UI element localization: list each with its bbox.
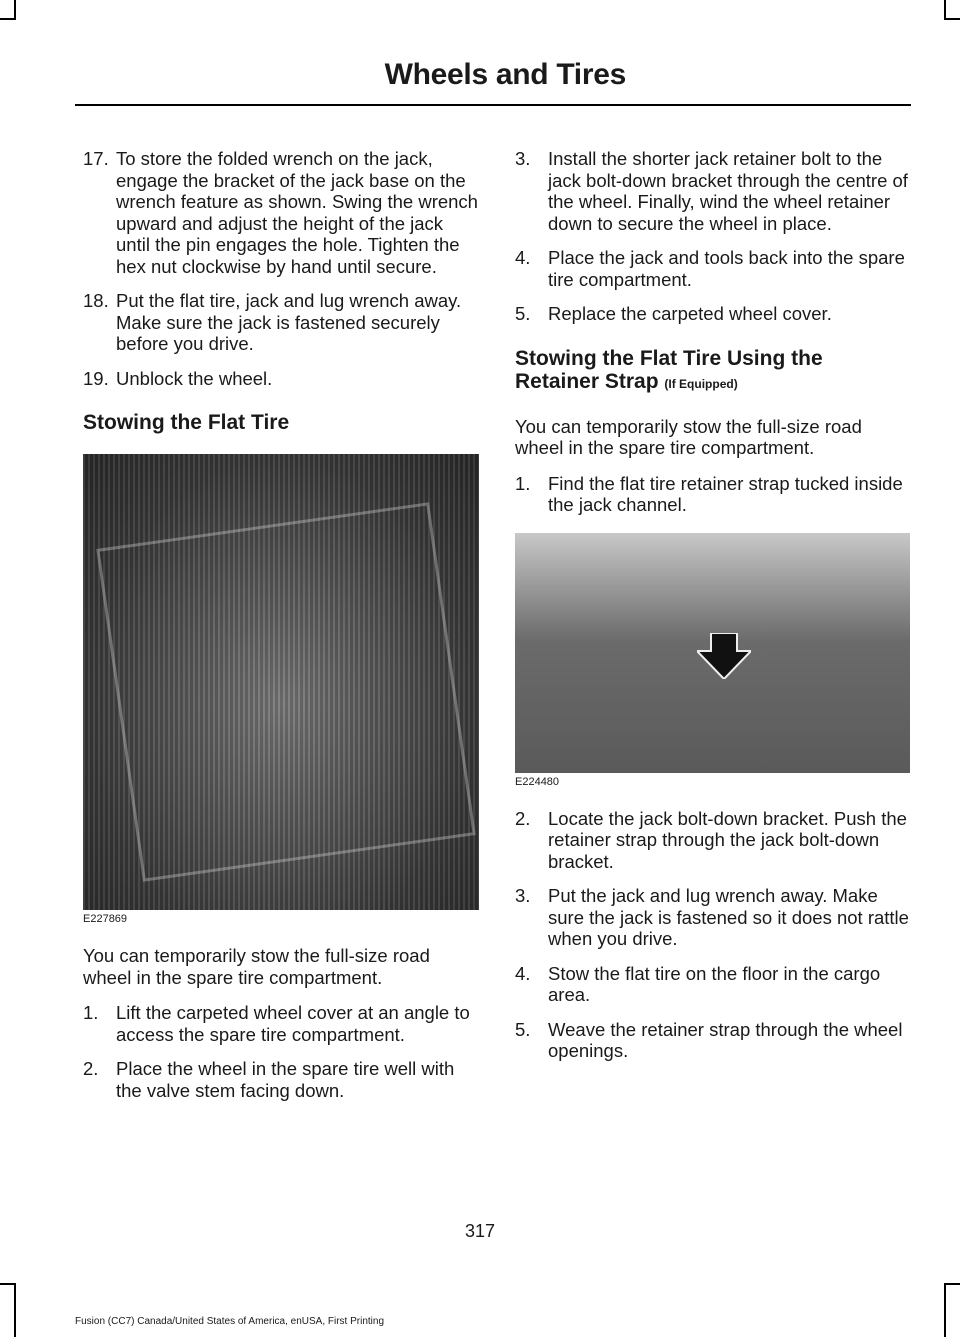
item-number: 3. xyxy=(515,885,531,906)
down-arrow-icon xyxy=(697,633,751,679)
list-item xyxy=(515,885,910,950)
list-item xyxy=(83,290,479,355)
crop-mark xyxy=(944,1283,960,1285)
right-column xyxy=(515,148,910,1075)
figure-retainer-strap xyxy=(515,533,910,788)
figure-flat-tire-stowed xyxy=(83,454,479,925)
crop-mark xyxy=(944,18,960,20)
item-number: 2. xyxy=(83,1058,99,1079)
heading-text: Stowing the Flat Tire Using the Retainer Strap xyxy=(515,346,823,393)
item-number: 3. xyxy=(515,148,531,169)
crop-mark xyxy=(14,0,16,20)
item-number: 17. xyxy=(83,148,109,169)
list-item xyxy=(83,368,479,390)
item-number: 4. xyxy=(515,962,531,984)
item-text: Place the jack and tools back into the spare tire compartment. xyxy=(548,247,905,290)
list-item xyxy=(515,1019,910,1062)
item-number: 18. xyxy=(83,290,109,311)
item-text: Place the wheel in the spare tire well with the valve stem facing down. xyxy=(116,1058,455,1101)
item-number: 5. xyxy=(515,1018,531,1040)
figure-code: E224480 xyxy=(515,775,560,788)
section-heading xyxy=(515,347,910,396)
figure-image xyxy=(515,533,910,773)
header-divider xyxy=(75,104,911,106)
item-number: 1. xyxy=(83,1002,99,1023)
item-number: 19. xyxy=(83,367,109,389)
crop-mark xyxy=(944,1283,946,1337)
figure-image xyxy=(83,454,479,910)
item-text: Stow the flat tire on the floor in the cargo area. xyxy=(548,962,881,1005)
item-text: To store the folded wrench on the jack, engage the bracket of the jack base on the wrench feature as shown. Swing the wrench upward and adjust the height of the jack until the pin engages the hole. Tighten the hex nut clockwise by hand until secure. xyxy=(116,148,478,277)
item-text: Put the flat tire, jack and lug wrench away. Make sure the jack is fastened securely before you drive. xyxy=(116,290,462,354)
left-column xyxy=(83,148,479,1114)
item-number: 5. xyxy=(515,303,531,324)
list-item xyxy=(515,247,910,290)
intro-paragraph: You can temporarily stow the full-size road wheel in the spare tire compartment. xyxy=(515,415,862,458)
crop-mark xyxy=(0,18,16,20)
item-text: Install the shorter jack retainer bolt to the jack bolt-down bracket through the centre of the wheel. Finally, wind the wheel retainer down to secure the wheel in place. xyxy=(548,148,908,234)
list-item xyxy=(83,1002,479,1045)
item-text: Lift the carpeted wheel cover at an angle to access the spare tire compartment. xyxy=(116,1002,470,1045)
list-item xyxy=(83,148,479,277)
list-item xyxy=(83,1058,479,1101)
list-item xyxy=(515,963,910,1006)
section-heading: Stowing the Flat Tire xyxy=(83,411,290,434)
page-title: Wheels and Tires xyxy=(384,58,626,91)
item-number: 1. xyxy=(515,472,531,494)
item-text: Find the flat tire retainer strap tucked inside the jack channel. xyxy=(548,472,903,515)
item-text: Replace the carpeted wheel cover. xyxy=(548,303,832,324)
crop-mark xyxy=(14,1283,16,1337)
item-text: Locate the jack bolt-down bracket. Push the retainer strap through the jack bolt-down bracket. xyxy=(548,807,907,872)
item-number: 2. xyxy=(515,807,531,829)
footer-meta: Fusion (CC7) Canada/United States of America, enUSA, First Printing xyxy=(75,1316,385,1327)
crop-mark xyxy=(944,0,946,20)
list-item xyxy=(515,808,910,873)
crop-mark xyxy=(0,1283,16,1285)
list-item xyxy=(515,303,910,325)
figure-code: E227869 xyxy=(83,913,128,925)
item-text: Put the jack and lug wrench away. Make sure the jack is fastened so it does not rattle when you drive. xyxy=(548,885,909,949)
item-text: Weave the retainer strap through the wheel openings. xyxy=(548,1018,903,1061)
intro-paragraph: You can temporarily stow the full-size road wheel in the spare tire compartment. xyxy=(83,945,430,988)
item-number: 4. xyxy=(515,247,531,268)
item-text: Unblock the wheel. xyxy=(116,367,273,389)
page-number: 317 xyxy=(464,1221,496,1241)
list-item xyxy=(515,473,910,516)
list-item xyxy=(515,148,910,234)
heading-note: (If Equipped) xyxy=(664,376,738,391)
